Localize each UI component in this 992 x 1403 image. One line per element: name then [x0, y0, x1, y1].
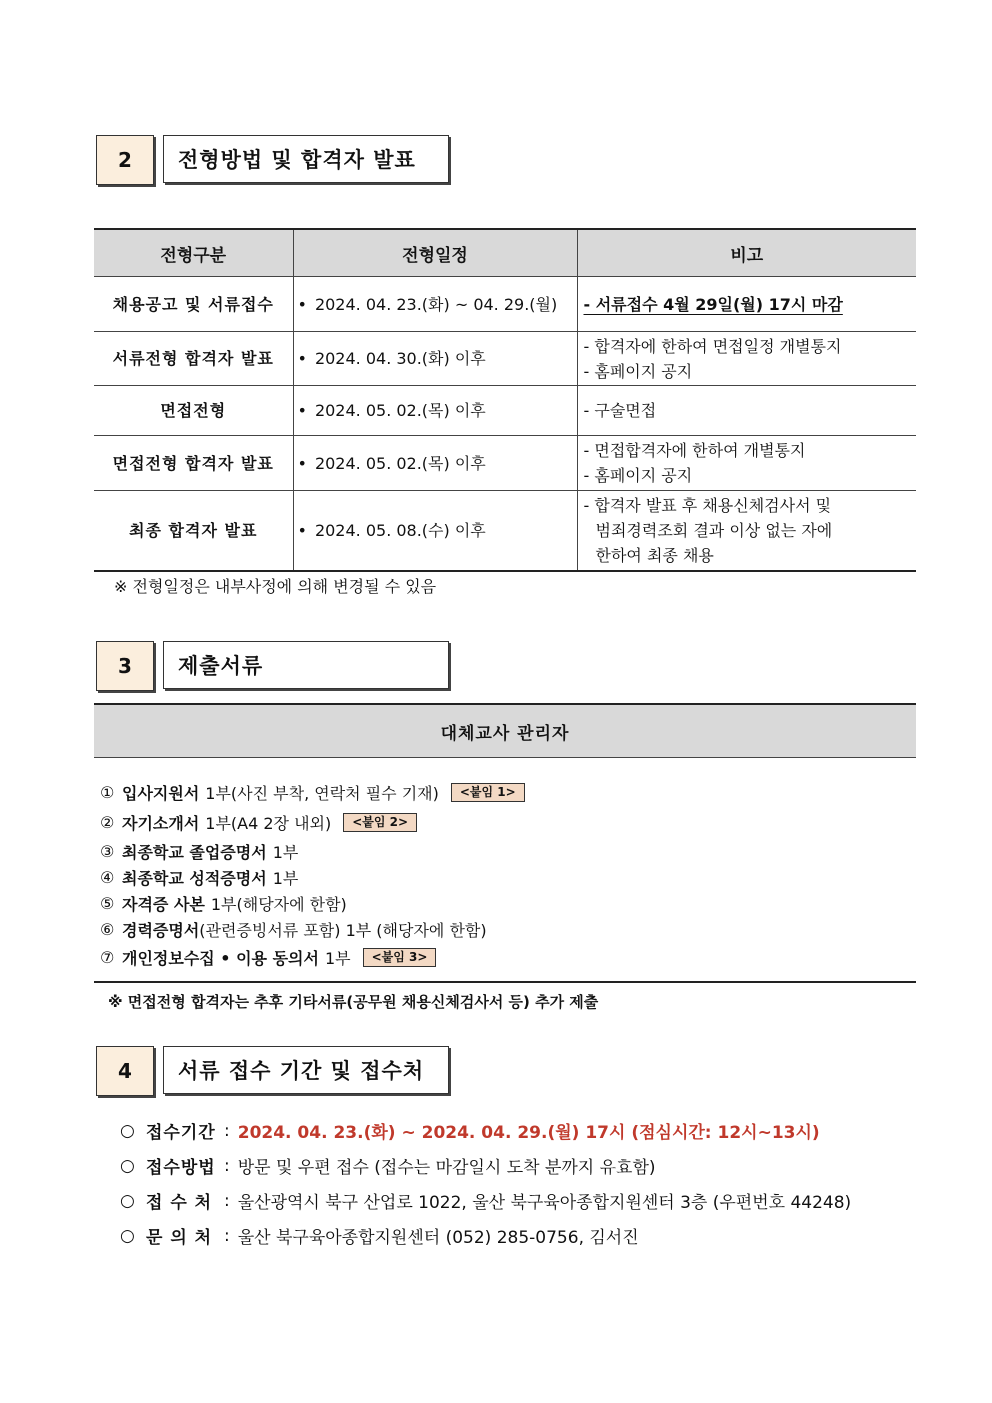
- list-item: ⑤ 자격증 사본 1부(해당자에 한함): [100, 893, 347, 914]
- date-cell: • 2024. 05. 02.(목) 이후: [293, 386, 577, 436]
- note-cell: - 구술면접: [577, 386, 916, 436]
- documents-footnote: ※ 면접전형 합격자는 추후 기타서류(공무원 채용신체검사서 등) 추가 제출: [108, 993, 599, 1011]
- documents-header: 대체교사 관리자: [94, 705, 916, 758]
- list-item: ○ 문 의 처 : 울산 북구육아종합지원센터 (052) 285-0756, 김서진: [120, 1225, 639, 1248]
- category-cell: 면접전형: [94, 386, 293, 436]
- table-row: [94, 386, 916, 436]
- category-cell: 채용공고 및 서류접수: [94, 277, 293, 332]
- note-cell: [577, 277, 916, 332]
- circle-bullet-icon: ○: [120, 1120, 135, 1141]
- section-title: 제출서류: [163, 641, 449, 689]
- column-header: 전형구분: [94, 229, 293, 277]
- circle-bullet-icon: ○: [120, 1225, 135, 1246]
- list-item: ⑦ 개인정보수집 • 이용 동의서 1부 <붙임 3>: [100, 942, 525, 972]
- note-cell: - 면접합격자에 한하여 개별통지 - 홈페이지 공지: [577, 436, 916, 491]
- date-cell: • 2024. 04. 30.(화) 이후: [293, 332, 577, 386]
- attachment-tag: <붙임 3>: [363, 948, 437, 967]
- list-item: ④ 최종학교 성적증명서 1부: [100, 867, 299, 888]
- attachment-tag: <붙임 2>: [343, 813, 417, 832]
- column-header: 비고: [577, 229, 916, 277]
- category-cell: 최종 합격자 발표: [94, 491, 293, 571]
- submission-info-list: [120, 1113, 851, 1253]
- circle-bullet-icon: ○: [120, 1155, 135, 1176]
- documents-box: [94, 703, 916, 983]
- table-header-row: [94, 229, 916, 277]
- table-row: [94, 332, 916, 386]
- table-row: [94, 436, 916, 491]
- note-cell: - 합격자 발표 후 채용신체검사서 및 범죄경력조회 결과 이상 없는 자에 한하여 최종 채용: [577, 491, 916, 571]
- section-number: 2: [96, 135, 154, 185]
- category-cell: 서류전형 합격자 발표: [94, 332, 293, 386]
- list-item: ○ 접 수 처 : 울산광역시 북구 산업로 1022, 울산 북구육아종합지원센터 3층 (우편번호 44248): [120, 1190, 852, 1213]
- list-item: ① 입사지원서 1부(사진 부착, 연락처 필수 기재) <붙임 1>: [100, 777, 525, 807]
- list-item: ○ 접수방법 : 방문 및 우편 접수 (접수는 마감일시 도착 분까지 유효함): [120, 1155, 656, 1178]
- list-item: ⑥ 경력증명서 (관련증빙서류 포함) 1부 (해당자에 한함): [100, 919, 487, 940]
- table-row: [94, 277, 916, 332]
- category-cell: 면접전형 합격자 발표: [94, 436, 293, 491]
- list-item: ③ 최종학교 졸업증명서 1부: [100, 841, 299, 862]
- attachment-tag: <붙임 1>: [451, 783, 525, 802]
- schedule-footnote: ※ 전형일정은 내부사정에 의해 변경될 수 있음: [114, 577, 437, 596]
- documents-list: [100, 777, 525, 972]
- note-cell: - 합격자에 한하여 면접일정 개별통지 - 홈페이지 공지: [577, 332, 916, 386]
- list-item: ○ 접수기간 : 2024. 04. 23.(화) ~ 2024. 04. 29.(월) 17시 (점심시간: 12시~13시): [120, 1113, 851, 1148]
- section-title: 전형방법 및 합격자 발표: [163, 135, 449, 183]
- section-number: 3: [96, 641, 154, 691]
- period-value: 2024. 04. 23.(화) ~ 2024. 04. 29.(월) 17시 (점심시간: 12시~13시): [237, 1123, 820, 1143]
- date-cell: • 2024. 05. 08.(수) 이후: [293, 491, 577, 571]
- column-header: 전형일정: [293, 229, 577, 277]
- list-item: ② 자기소개서 1부(A4 2장 내외) <붙임 2>: [100, 807, 525, 838]
- table-row: [94, 491, 916, 571]
- schedule-table: [94, 228, 916, 572]
- date-cell: • 2024. 05. 02.(목) 이후: [293, 436, 577, 491]
- deadline-note: - 서류접수 4월 29일(월) 17시 마감: [583, 294, 843, 314]
- section-number: 4: [96, 1046, 154, 1096]
- section-title: 서류 접수 기간 및 접수처: [163, 1046, 449, 1094]
- circle-bullet-icon: ○: [120, 1190, 135, 1211]
- date-cell: • 2024. 04. 23.(화) ~ 04. 29.(월): [293, 277, 577, 332]
